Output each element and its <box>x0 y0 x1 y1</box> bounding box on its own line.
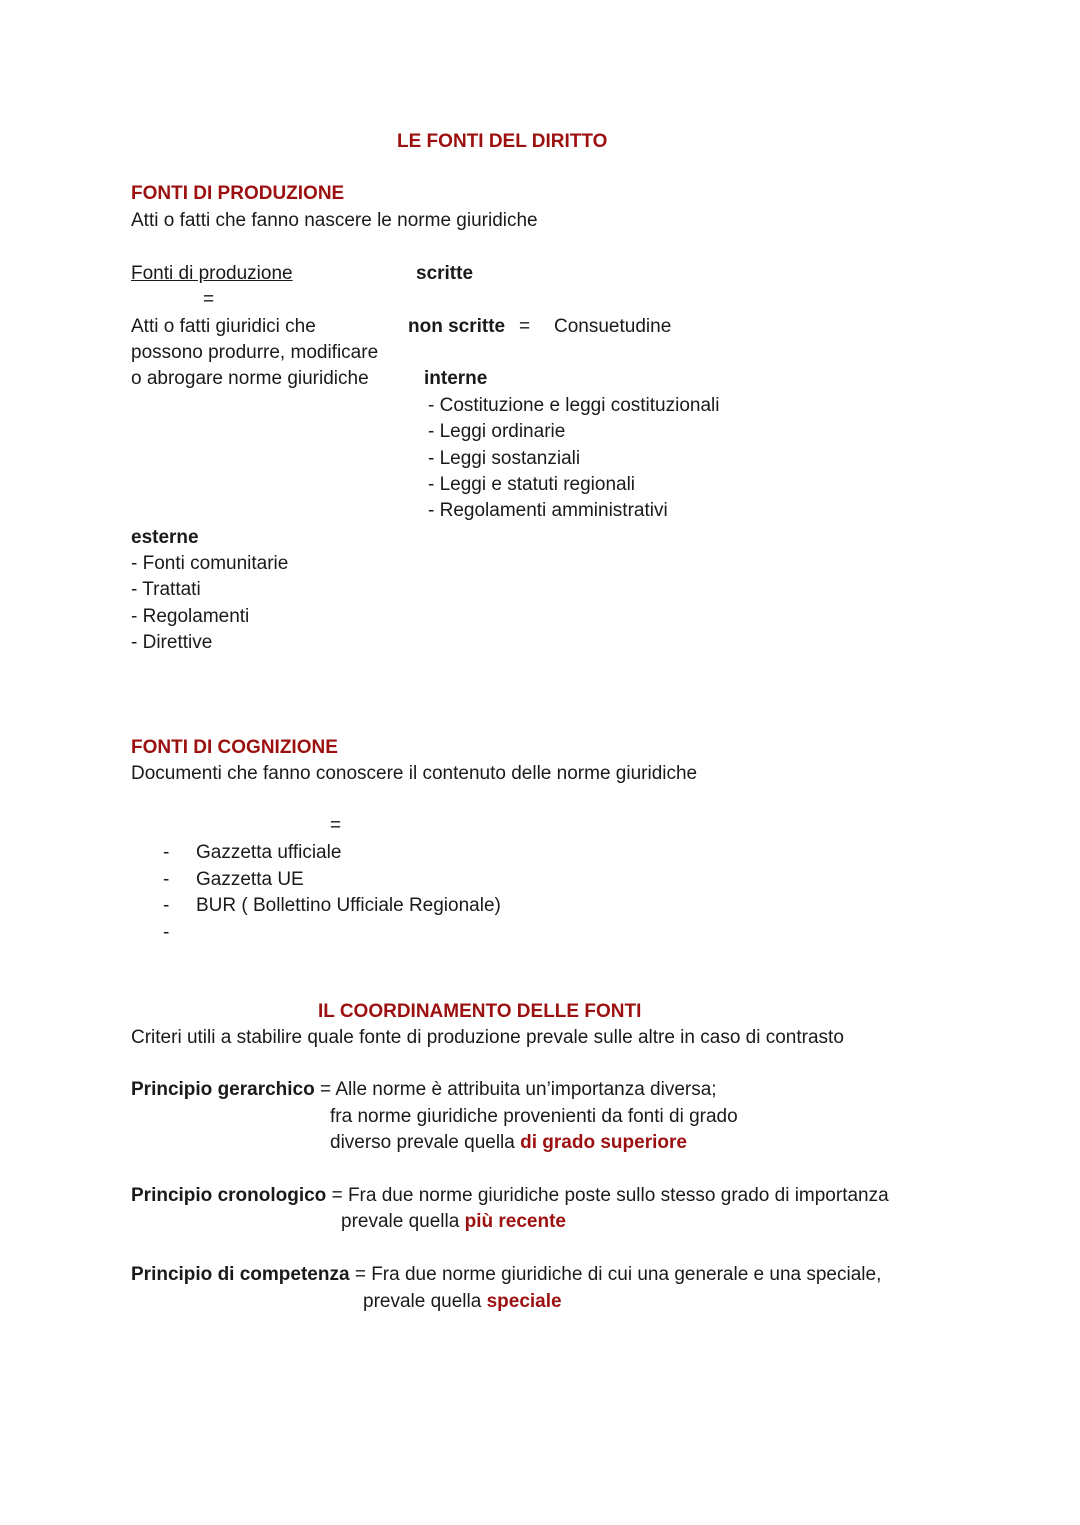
principle-name: Principio gerarchico <box>131 1079 315 1100</box>
section-heading-coordinamento: IL COORDINAMENTO DELLE FONTI <box>318 1001 642 1022</box>
bullet-dash: - <box>163 869 170 890</box>
list-item: - Regolamenti amministrativi <box>428 500 668 521</box>
list-item: - Regolamenti <box>131 606 250 627</box>
principle-text: prevale quella <box>363 1291 487 1312</box>
list-item: - Trattati <box>131 579 201 600</box>
principle-text: fra norme giuridiche provenienti da fonti di grado <box>330 1106 738 1127</box>
principle-text: Fra due norme giuridiche poste sullo stesso grado di importanza <box>347 1185 889 1206</box>
principle-highlight: speciale <box>486 1291 562 1312</box>
term-label: Fonti di produzione <box>131 263 293 284</box>
principle-text: diverso prevale quella <box>330 1132 521 1153</box>
bullet-dash: - <box>163 922 170 943</box>
category-esterne: esterne <box>131 527 199 548</box>
principle-text: prevale quella <box>341 1211 465 1232</box>
principle-conclusion <box>330 1131 687 1155</box>
principle-highlight: di grado superiore <box>520 1132 687 1153</box>
list-item: BUR ( Bollettino Ufficiale Regionale) <box>196 895 501 916</box>
section-description: Documenti che fanno conoscere il contenuto delle norme giuridiche <box>131 763 698 784</box>
principle-name: Principio di competenza <box>131 1264 350 1285</box>
list-item: - Leggi ordinarie <box>428 421 566 442</box>
section-description: Atti o fatti che fanno nascere le norme giuridiche <box>131 210 538 231</box>
consuetudine: Consuetudine <box>554 316 672 337</box>
page-title: LE FONTI DEL DIRITTO <box>397 131 608 152</box>
principle-conclusion <box>341 1210 566 1234</box>
list-item: Gazzetta UE <box>196 869 304 890</box>
principle-conclusion <box>363 1290 562 1314</box>
definition-line: possono produrre, modificare <box>131 342 379 363</box>
principle-text: Fra due norme giuridiche di cui una generale e una speciale, <box>371 1264 882 1285</box>
category-non-scritte: non scritte <box>408 316 506 337</box>
principle-text: Alle norme è attribuita un’importanza diversa; <box>335 1079 717 1100</box>
bullet-dash: - <box>163 842 170 863</box>
principle-highlight: più recente <box>464 1211 566 1232</box>
category-interne: interne <box>424 368 488 389</box>
equals-sign: = <box>326 1185 348 1206</box>
section-heading-cognizione: FONTI DI COGNIZIONE <box>131 737 338 758</box>
list-item: - Costituzione e leggi costituzionali <box>428 395 720 416</box>
principle-cronologico <box>131 1184 889 1208</box>
section-description: Criteri utili a stabilire quale fonte di produzione prevale sulle altre in caso di contrasto <box>131 1027 844 1048</box>
equals-sign: = <box>314 1079 336 1100</box>
list-item: Gazzetta ufficiale <box>196 842 342 863</box>
principle-competenza <box>131 1263 881 1287</box>
equals-sign: = <box>349 1264 372 1285</box>
equals-sign: = <box>330 815 342 836</box>
equals-sign: = <box>519 316 531 337</box>
definition-line: Atti o fatti giuridici che <box>131 316 316 337</box>
definition-line: o abrogare norme giuridiche <box>131 368 369 389</box>
bullet-dash: - <box>163 895 170 916</box>
principle-gerarchico <box>131 1078 717 1102</box>
principle-name: Principio cronologico <box>131 1185 327 1206</box>
equals-sign: = <box>203 289 215 310</box>
list-item: - Leggi sostanziali <box>428 448 581 469</box>
category-scritte: scritte <box>416 263 474 284</box>
list-item: - Leggi e statuti regionali <box>428 474 636 495</box>
section-heading-produzione: FONTI DI PRODUZIONE <box>131 183 345 204</box>
list-item: - Fonti comunitarie <box>131 553 289 574</box>
list-item: - Direttive <box>131 632 213 653</box>
